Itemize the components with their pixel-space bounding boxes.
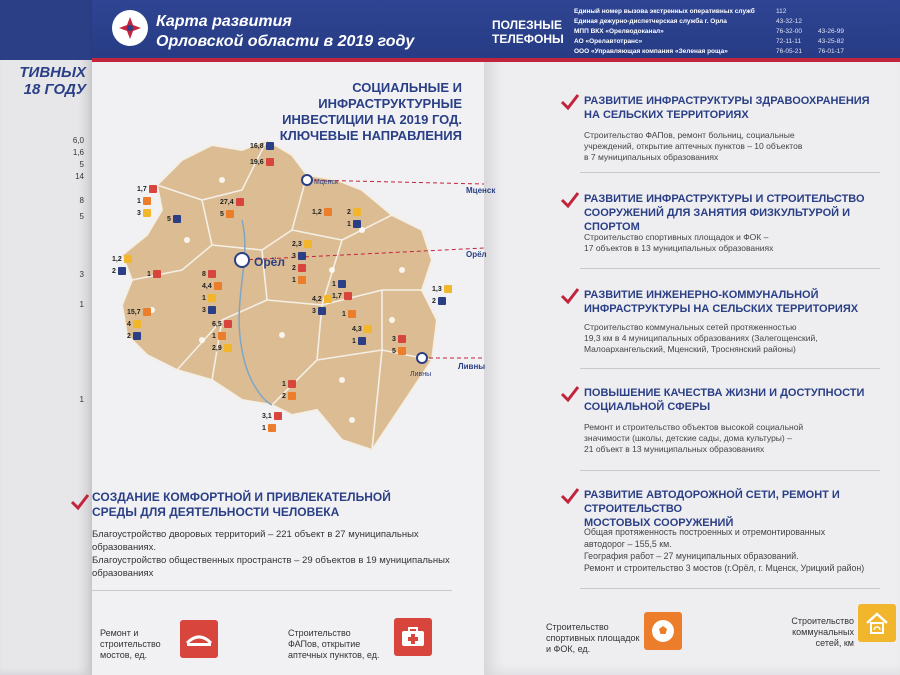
map-value-label: 1 (347, 220, 351, 228)
left-edge-value: 8 (79, 196, 84, 205)
map-value-label: 8 (202, 270, 206, 278)
direction-text-line: в 7 муниципальных образованиях (584, 152, 719, 162)
legend-line: коммунальных (792, 627, 854, 637)
page-title-line: Карта развития (156, 13, 292, 30)
map-value-label: 19,6 (250, 158, 264, 166)
left-edge-value: 1 (79, 300, 84, 309)
map-value-marker (392, 335, 406, 343)
direction-text (584, 526, 884, 574)
direction-text (584, 232, 874, 254)
left-edge-page (0, 0, 92, 675)
map-value-marker (167, 215, 181, 223)
direction-text-line: 19,3 км в 4 муниципальных образованиях (Залегощенский, (584, 333, 818, 343)
map-value-label: 1 (147, 270, 151, 278)
map-value-marker (112, 255, 132, 263)
map-value-marker (202, 282, 222, 290)
map-value-marker (212, 320, 232, 328)
legend-bridges-label (100, 628, 180, 661)
direction-title (584, 94, 884, 122)
map-value-label: 3 (292, 252, 296, 260)
map-value-label: 3,1 (262, 412, 272, 420)
comfort-text-line: Благоустройство общественных пространств – 29 объектов в 19 муниципальных (92, 555, 450, 566)
map-value-label: 27,4 (220, 198, 234, 206)
map-value-icon (208, 270, 216, 278)
phone-number: 76-05-21 (776, 48, 803, 55)
map-value-icon (133, 320, 141, 328)
map-value-marker (220, 198, 244, 206)
map-value-label: 4 (127, 320, 131, 328)
map-value-label: 3 (312, 307, 316, 315)
map-value-icon (143, 209, 151, 217)
map-value-marker (292, 240, 312, 248)
map-value-marker (292, 252, 306, 260)
map-value-label: 2 (127, 332, 131, 340)
direction-text (584, 322, 874, 355)
legend-line: ФАПов, открытие (288, 639, 361, 649)
legend-fap-label (288, 628, 398, 661)
map-value-icon (143, 308, 151, 316)
map-value-icon (266, 158, 274, 166)
map-value-label: 5 (220, 210, 224, 218)
map-value-icon (288, 380, 296, 388)
phone-service: ООО «Управляющая компания «Зеленая роща» (574, 48, 728, 55)
map-value-label: 2 (282, 392, 286, 400)
map-value-label: 4,2 (312, 295, 322, 303)
directions-page (458, 0, 900, 675)
map-value-marker (352, 337, 366, 345)
direction-text (584, 422, 874, 455)
left-edge-title-line: 18 ГОДУ (23, 81, 86, 98)
phone-number: 43-32-12 (776, 18, 803, 25)
divider (580, 268, 880, 269)
legend-line: и ФОК, ед. (546, 644, 591, 654)
map-value-marker (202, 270, 216, 278)
direction-title (584, 488, 894, 530)
map-value-marker (282, 392, 296, 400)
map-page (92, 0, 484, 675)
map-value-label: 1 (332, 280, 336, 288)
map-value-icon (153, 270, 161, 278)
left-edge-value: 5 (79, 212, 84, 221)
map-value-label: 1,7 (137, 185, 147, 193)
check-icon (560, 384, 580, 404)
map-value-label: 3 (202, 306, 206, 314)
direction-text-line: География работ – 27 муниципальных образований. (584, 551, 799, 561)
divider (580, 588, 880, 589)
map-value-icon (208, 306, 216, 314)
legend-utility-label (774, 616, 854, 649)
map-value-label: 2 (432, 297, 436, 305)
legend-line: Строительство (288, 628, 351, 638)
map-value-icon (364, 325, 372, 333)
direction-text-line: Строительство коммунальных сетей протяженностью (584, 322, 797, 332)
map-value-marker (292, 276, 306, 284)
direction-text-line: Ремонт и строительство 3 мостов (г.Орёл, г. Мценск, Урицкий район) (584, 563, 865, 573)
left-edge-value: 14 (75, 172, 84, 181)
map-value-icon (298, 264, 306, 272)
direction-text-line: Общая протяженность построенных и отремонтированных (584, 527, 826, 537)
check-icon (560, 190, 580, 210)
direction-title-line: РАЗВИТИЕ АВТОДОРОЖНОЙ СЕТИ, РЕМОНТ И СТРОИТЕЛЬСТВО (584, 489, 840, 515)
phone-service: АО «Орелавтотранс» (574, 38, 643, 45)
map-value-marker (347, 220, 361, 228)
map-value-marker (112, 267, 126, 275)
map-value-icon (298, 252, 306, 260)
check-icon (560, 92, 580, 112)
map-value-icon (318, 307, 326, 315)
first-aid-kit-icon (394, 618, 432, 656)
map-value-marker (250, 142, 274, 150)
side-city-label: Ливны (458, 362, 486, 371)
comfort-text-line: образованиях. (92, 542, 157, 553)
city-label-orel: Орёл (254, 255, 285, 269)
map-value-marker (127, 332, 141, 340)
map-value-label: 1 (352, 337, 356, 345)
direction-text (584, 130, 874, 163)
map-value-icon (353, 220, 361, 228)
investments-heading-line: СОЦИАЛЬНЫЕ И ИНФРАСТРУКТУРНЫЕ (318, 80, 462, 111)
comfort-title-line: СОЗДАНИЕ КОМФОРТНОЙ И ПРИВЛЕКАТЕЛЬНОЙ (92, 490, 391, 504)
legend-line: сетей, км (815, 638, 854, 648)
map-value-icon (266, 142, 274, 150)
direction-title-line: НА СЕЛЬСКИХ ТЕРРИТОРИЯХ (584, 109, 749, 121)
map-value-marker (220, 210, 234, 218)
map-value-label: 2,3 (292, 240, 302, 248)
legend-line: Строительство (546, 622, 609, 632)
map-value-label: 1 (282, 380, 286, 388)
map-value-label: 2 (347, 208, 351, 216)
direction-title (584, 288, 884, 316)
phone-number: 43-26-99 (818, 28, 845, 35)
map-value-marker (202, 306, 216, 314)
map-value-icon (224, 344, 232, 352)
divider (580, 470, 880, 471)
side-city-label: Мценск (466, 186, 496, 195)
phone-number: 76-32-00 (776, 28, 803, 35)
page-title (156, 12, 476, 52)
map-value-label: 1,2 (312, 208, 322, 216)
map-value-marker (332, 280, 346, 288)
map-value-marker (312, 208, 332, 216)
map-value-marker (262, 424, 276, 432)
map-value-label: 5 (392, 347, 396, 355)
soccer-ball-icon (644, 612, 682, 650)
map-value-icon (236, 198, 244, 206)
map-value-label: 16,8 (250, 142, 264, 150)
map-value-icon (338, 280, 346, 288)
direction-text-line: 17 объектов в 13 муниципальных образованиях (584, 243, 774, 253)
legend-line: спортивных площадок (546, 633, 640, 643)
phone-number: 43-25-82 (818, 38, 845, 45)
legend-line: строительство (100, 639, 161, 649)
map-value-icon (398, 335, 406, 343)
map-value-label: 15,7 (127, 308, 141, 316)
left-edge-title-line: ТИВНЫХ (19, 64, 86, 81)
utility-house-icon (858, 604, 896, 642)
left-edge-value: 1 (79, 395, 84, 404)
map-value-icon (173, 215, 181, 223)
map-value-label: 3 (137, 209, 141, 217)
left-edge-value: 3 (79, 270, 84, 279)
check-icon (560, 486, 580, 506)
direction-text-line: учреждений, открытие аптечных пунктов – 10 объектов (584, 141, 803, 151)
map-value-marker (292, 264, 306, 272)
left-edge-value: 1,6 (72, 148, 84, 157)
legend-line: Строительство (791, 616, 854, 626)
comfort-text (92, 528, 472, 580)
map-value-icon (208, 294, 216, 302)
phone-number: 112 (776, 8, 787, 15)
map-value-icon (353, 208, 361, 216)
direction-text-line: автодорог – 155,5 км. (584, 539, 672, 549)
map-value-icon (274, 412, 282, 420)
map-value-marker (352, 325, 372, 333)
map-value-label: 1 (342, 310, 346, 318)
map-value-marker (212, 332, 226, 340)
map-value-marker (332, 292, 352, 300)
map-value-icon (226, 210, 234, 218)
region-emblem-icon (112, 10, 148, 46)
map-value-icon (218, 332, 226, 340)
map-value-marker (282, 380, 296, 388)
legend-line: мостов, ед. (100, 650, 148, 660)
bridge-icon (180, 620, 218, 658)
direction-title-line: РАЗВИТИЕ ИНЖЕНЕРНО-КОММУНАЛЬНОЙ (584, 289, 819, 301)
map-value-icon (324, 208, 332, 216)
direction-text-line: Строительство спортивных площадок и ФОК – (584, 232, 769, 242)
divider (92, 590, 452, 591)
region-map (92, 120, 484, 470)
map-value-marker (432, 297, 446, 305)
map-value-label: 3 (392, 335, 396, 343)
map-value-marker (212, 344, 232, 352)
map-value-label: 1 (137, 197, 141, 205)
investments-heading-line: КЛЮЧЕВЫЕ НАПРАВЛЕНИЯ (279, 128, 462, 143)
map-value-icon (438, 297, 446, 305)
direction-text-line: 21 объект в 13 муниципальных образованиях (584, 444, 765, 454)
map-value-label: 6,5 (212, 320, 222, 328)
map-value-icon (358, 337, 366, 345)
left-edge-header (0, 0, 92, 60)
map-value-icon (118, 267, 126, 275)
page-title-line: Орловской области в 2019 году (156, 33, 415, 50)
side-city-label: Орёл (466, 250, 487, 259)
direction-title-line: МОСТОВЫХ СООРУЖЕНИЙ (584, 517, 734, 529)
map-value-icon (143, 197, 151, 205)
map-value-marker (432, 285, 452, 293)
comfort-title (92, 490, 392, 520)
map-value-icon (288, 392, 296, 400)
map-value-label: 1 (292, 276, 296, 284)
direction-title (584, 386, 884, 414)
map-value-label: 5 (167, 215, 171, 223)
left-edge-title (0, 64, 86, 98)
map-value-label: 4,4 (202, 282, 212, 290)
map-value-marker (127, 320, 141, 328)
comfort-title-line: СРЕДЫ ДЛЯ ДЕЯТЕЛЬНОСТИ ЧЕЛОВЕКА (92, 505, 340, 519)
map-value-marker (342, 310, 356, 318)
map-value-label: 1 (212, 332, 216, 340)
left-edge-value: 6,0 (72, 136, 84, 145)
direction-text-line: значимости (школы, детские сады, дома культуры) – (584, 433, 792, 443)
map-value-icon (398, 347, 406, 355)
check-icon (560, 286, 580, 306)
map-value-icon (149, 185, 157, 193)
left-edge-value: 5 (79, 160, 84, 169)
direction-title-line: ИНФРАСТРУКТУРЫ НА СЕЛЬСКИХ ТЕРРИТОРИЯХ (584, 303, 859, 315)
map-value-icon (304, 240, 312, 248)
map-value-icon (124, 255, 132, 263)
map-value-marker (347, 208, 361, 216)
phone-service: Единый номер вызова экстренных оперативных служб (574, 8, 755, 15)
comfort-text-line: образованиях (92, 568, 154, 579)
phones-title-line: ПОЛЕЗНЫЕ (492, 18, 563, 32)
comfort-text-line: Благоустройство дворовых территорий – 221 объект в 27 муниципальных (92, 529, 419, 540)
map-value-label: 1,3 (432, 285, 442, 293)
map-value-icon (214, 282, 222, 290)
map-value-marker (312, 295, 332, 303)
city-label-livny: Ливны (410, 371, 432, 378)
direction-text-line: Строительство ФАПов, ремонт больниц, социальные (584, 130, 795, 140)
direction-title-line: РАЗВИТИЕ ИНФРАСТРУКТУРЫ И СТРОИТЕЛЬСТВО (584, 193, 865, 205)
phones-title (492, 18, 564, 46)
map-value-layer (92, 120, 484, 470)
map-value-icon (133, 332, 141, 340)
map-value-icon (224, 320, 232, 328)
divider (580, 172, 880, 173)
direction-text-line: Ремонт и строительство объектов высокой социальной (584, 422, 804, 432)
map-value-label: 2 (292, 264, 296, 272)
phone-service: Единая дежурно-диспетчерская служба г. Орла (574, 18, 727, 25)
direction-title (584, 192, 900, 234)
legend-line: аптечных пунктов, ед. (288, 650, 380, 660)
direction-title-line: СООРУЖЕНИЙ ДЛЯ ЗАНЯТИЯ ФИЗКУЛЬТУРОЙ И СПОРТОМ (584, 207, 850, 233)
map-value-label: 2,9 (212, 344, 222, 352)
map-value-label: 1,2 (112, 255, 122, 263)
direction-title-line: ПОВЫШЕНИЕ КАЧЕСТВА ЖИЗНИ И ДОСТУПНОСТИ (584, 387, 865, 399)
phone-number: 72-11-11 (776, 38, 802, 45)
map-value-label: 2 (112, 267, 116, 275)
phone-number: 76-01-17 (818, 48, 845, 55)
map-value-marker (137, 197, 151, 205)
map-value-label: 1,7 (332, 292, 342, 300)
direction-title-line: СОЦИАЛЬНОЙ СФЕРЫ (584, 401, 711, 413)
map-value-marker (250, 158, 274, 166)
map-value-icon (324, 295, 332, 303)
phones-title-line: ТЕЛЕФОНЫ (492, 32, 564, 46)
legend-line: Ремонт и (100, 628, 139, 638)
map-value-marker (127, 308, 151, 316)
direction-text-line: Малоархангельский, Мценский, Троснянский районы) (584, 344, 796, 354)
phone-service: МПП ВКХ «Орелводоканал» (574, 28, 664, 35)
map-value-icon (344, 292, 352, 300)
map-value-label: 4,3 (352, 325, 362, 333)
map-value-marker (137, 209, 151, 217)
map-value-marker (202, 294, 216, 302)
map-value-marker (312, 307, 326, 315)
map-value-icon (268, 424, 276, 432)
map-value-marker (137, 185, 157, 193)
map-value-label: 1 (262, 424, 266, 432)
map-value-marker (147, 270, 161, 278)
map-value-label: 1 (202, 294, 206, 302)
map-value-icon (444, 285, 452, 293)
page-header (92, 0, 484, 62)
investments-heading-line: ИНВЕСТИЦИИ НА 2019 ГОД. (282, 112, 462, 127)
map-value-marker (262, 412, 282, 420)
phones-header (484, 0, 900, 62)
city-label-mtsensk: Мценск (314, 179, 339, 186)
check-icon (70, 492, 90, 512)
map-value-marker (392, 347, 406, 355)
direction-title-line: РАЗВИТИЕ ИНФРАСТРУКТУРЫ ЗДРАВООХРАНЕНИЯ (584, 95, 870, 107)
divider (580, 368, 880, 369)
map-value-icon (298, 276, 306, 284)
map-value-icon (348, 310, 356, 318)
legend-sport-label (546, 622, 656, 655)
